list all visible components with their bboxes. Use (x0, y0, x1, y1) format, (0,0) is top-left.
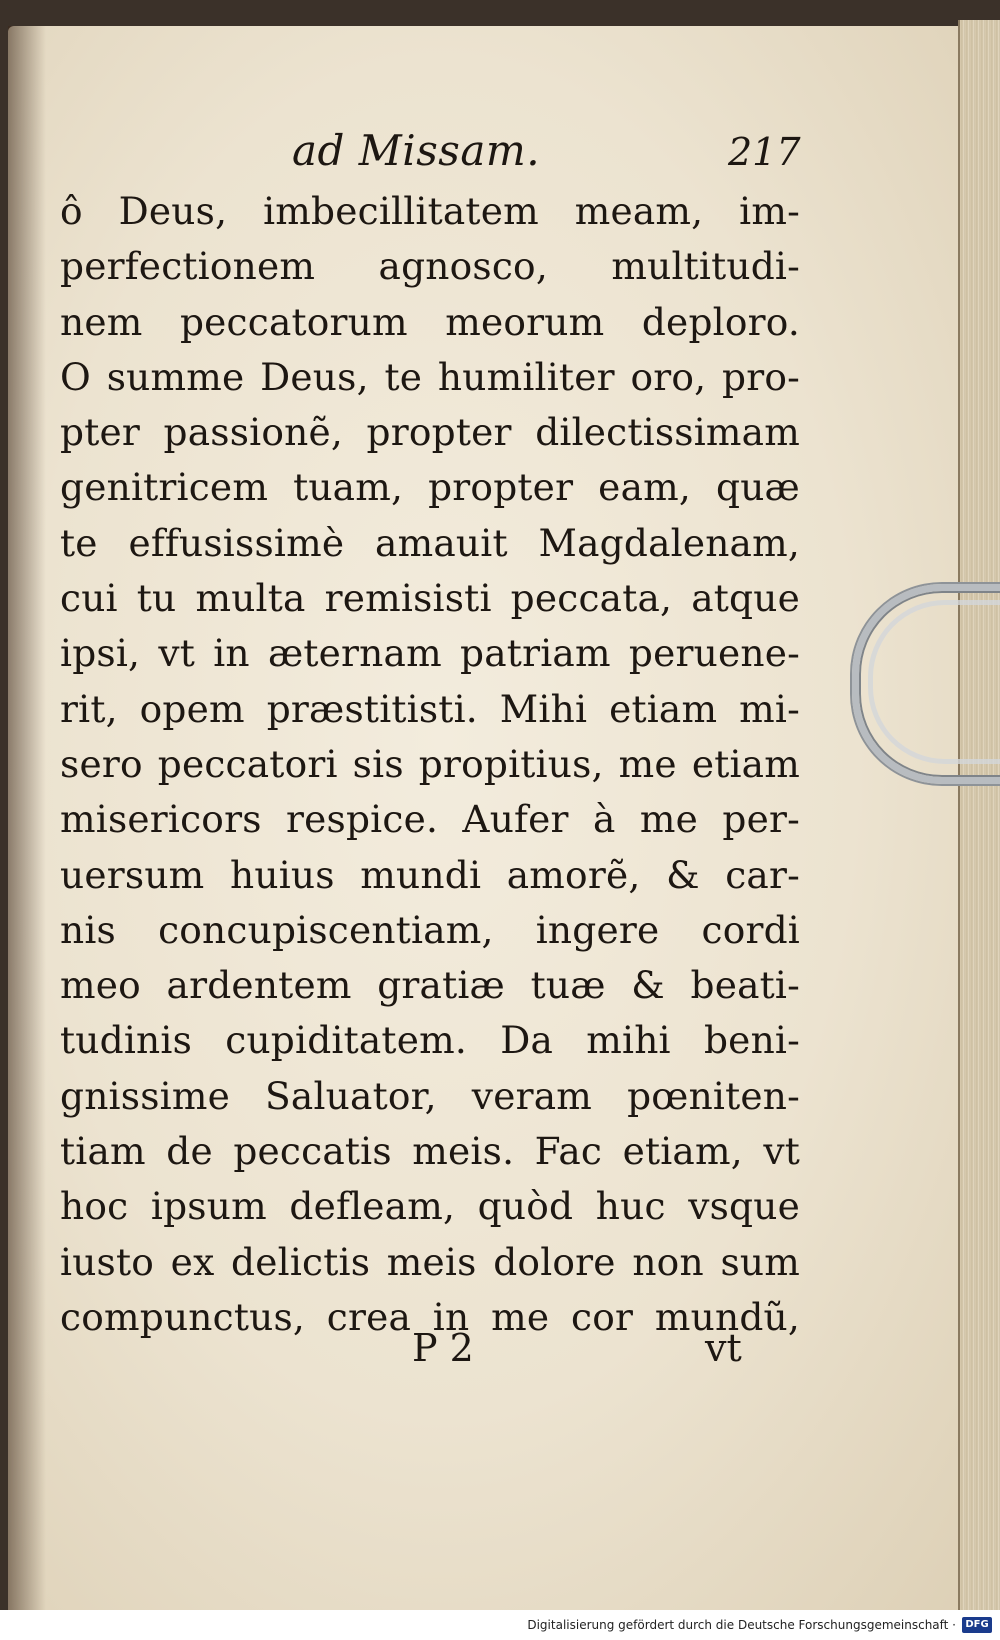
text-line: rit, opem præstitisti. Mihi etiam mi- (60, 686, 800, 731)
text-line: compunctus, crea in me cor mundũ, (60, 1294, 800, 1339)
page-gutter-shadow (8, 26, 46, 1610)
text-line: te effusissimè amauit Magdalenam, (60, 520, 800, 565)
text-line: hoc ipsum defleam, quòd huc vsque (60, 1184, 800, 1229)
text-line: nem peccatorum meorum deploro. (60, 299, 800, 344)
page-edges (958, 20, 1000, 1610)
text-line: gnissime Saluator, veram pœniten- (60, 1073, 800, 1118)
text-line: pter passionẽ, propter dilectissimam (60, 410, 800, 455)
text-line: perfectionem agnosco, multitudi- (60, 244, 800, 289)
paper-clip-highlight (868, 600, 1000, 764)
text-line: iusto ex delictis meis dolore non sum (60, 1239, 800, 1284)
page-number: 217 (728, 130, 801, 174)
page-footer-line (60, 1326, 800, 1386)
dfg-logo: DFG (962, 1617, 992, 1633)
text-line: tiam de peccatis meis. Fac etiam, vt (60, 1129, 800, 1174)
signature-mark: P 2 (412, 1326, 474, 1370)
text-line: nis concupiscentiam, ingere cordi (60, 907, 800, 952)
text-line: tudinis cupiditatem. Da mihi beni- (60, 1018, 800, 1063)
funding-credit: Digitalisierung gefördert durch die Deutsche Forschungsgemeinschaft · (527, 1618, 956, 1632)
text-line: ipsi, vt in æternam patriam peruene- (60, 631, 800, 676)
text-line: genitricem tuam, propter eam, quæ (60, 465, 800, 510)
page-text (60, 118, 800, 1345)
text-line: meo ardentem gratiæ tuæ & beati- (60, 963, 800, 1008)
text-line: sero peccatori sis propitius, me etiam (60, 741, 800, 786)
text-line: uersum huius mundi amorẽ, & car- (60, 852, 800, 897)
text-line: O summe Deus, te humiliter oro, pro- (60, 354, 800, 399)
catchword: vt (705, 1326, 742, 1370)
text-line: ô Deus, imbecillitatem meam, im- (60, 189, 800, 233)
text-line: misericors respice. Aufer à me per- (60, 797, 800, 842)
text-lines (60, 184, 800, 1345)
running-title: ad Missam. (292, 126, 541, 175)
text-line: cui tu multa remisisti peccata, atque (60, 576, 800, 621)
page-header (60, 118, 800, 184)
digitization-footer (0, 1610, 1000, 1640)
